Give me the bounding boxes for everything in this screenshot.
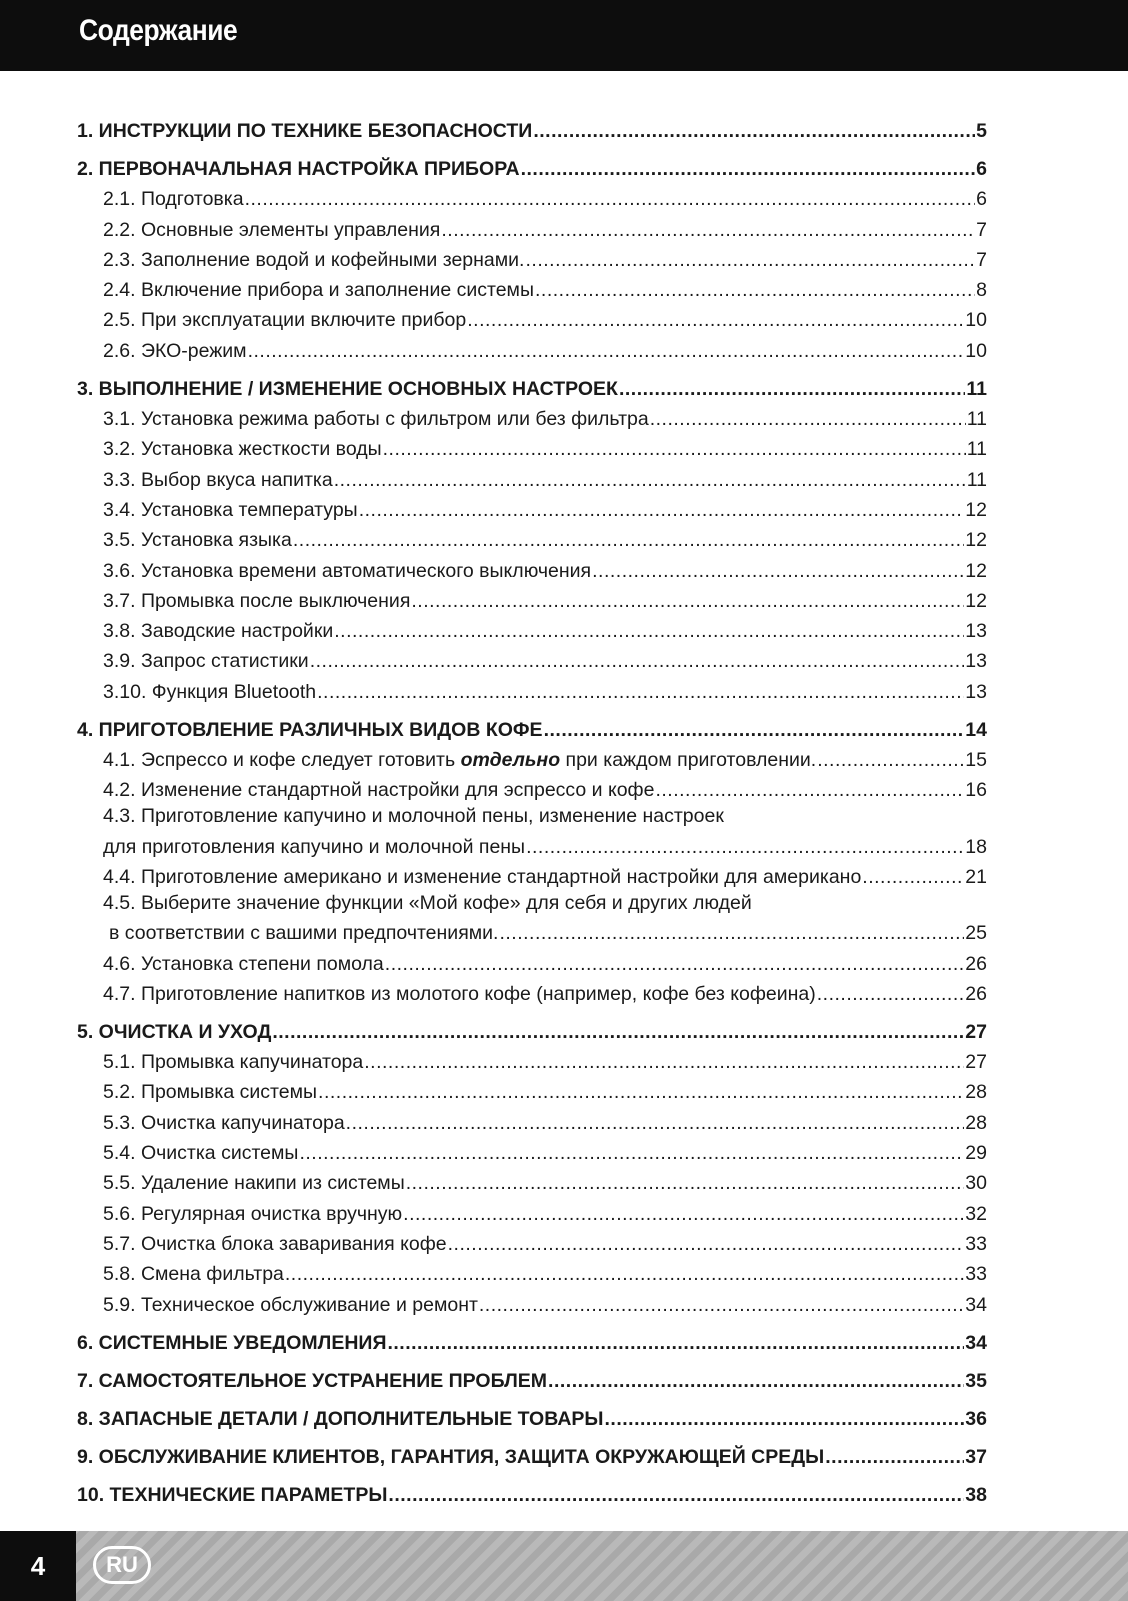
toc-page: 18 — [965, 835, 987, 858]
toc-label: 3.1. Установка режима работы с фильтром или без фильтра — [103, 408, 649, 431]
toc-page: 27 — [965, 1051, 987, 1074]
leader-dots — [299, 1141, 964, 1165]
toc-item-4-5-line2[interactable] — [77, 915, 987, 945]
toc-page: 6 — [976, 188, 987, 211]
page-title: Содержание — [79, 14, 238, 47]
leader-dots — [385, 952, 965, 976]
toc-section-5[interactable] — [77, 1013, 987, 1044]
toc-section-2[interactable] — [77, 150, 987, 181]
leader-dots — [655, 778, 964, 802]
toc-page: 26 — [965, 982, 987, 1005]
leader-dots — [411, 589, 964, 613]
toc-item-4-6[interactable] — [77, 945, 987, 975]
toc-section-4[interactable] — [77, 711, 987, 742]
toc-item-5-7[interactable] — [77, 1226, 987, 1256]
toc-item-4-3-line2[interactable] — [77, 828, 987, 858]
toc-page: 33 — [965, 1232, 987, 1255]
toc-item-3-3[interactable] — [77, 461, 987, 491]
toc-section-6[interactable] — [77, 1324, 987, 1355]
leader-dots — [248, 339, 965, 363]
toc-label: 8. ЗАПАСНЫЕ ДЕТАЛИ / ДОПОЛНИТЕЛЬНЫЕ ТОВАРЫ — [77, 1407, 604, 1430]
leader-dots — [817, 982, 965, 1006]
toc-label: 6. СИСТЕМНЫЕ УВЕДОМЛЕНИЯ — [77, 1331, 387, 1354]
toc-label: 4.3. Приготовление капучино и молочной пены, изменение настроек — [103, 805, 724, 828]
toc-page: 37 — [965, 1445, 987, 1468]
toc-label: 1. ИНСТРУКЦИИ ПО ТЕХНИКЕ БЕЗОПАСНОСТИ — [77, 120, 533, 142]
toc-page: 13 — [965, 650, 987, 673]
leader-dots — [272, 1020, 964, 1044]
toc-item-3-7[interactable] — [77, 583, 987, 613]
toc-label: 5.4. Очистка системы — [103, 1142, 299, 1165]
toc-label: 3.7. Промывка после выключения — [103, 589, 411, 612]
toc-item-4-7[interactable] — [77, 976, 987, 1006]
toc-page: 12 — [965, 498, 987, 521]
toc-page: 30 — [965, 1172, 987, 1195]
toc-label: 3.6. Установка времени автоматического выключения — [103, 559, 592, 582]
toc-label: 5.1. Промывка капучинатора — [103, 1051, 364, 1074]
toc-item-4-1[interactable] — [77, 742, 987, 772]
toc-page: 6 — [976, 158, 987, 180]
toc-label: 2.5. При эксплуатации включите прибор — [103, 309, 467, 332]
leader-dots — [862, 865, 964, 889]
toc-label: 3.5. Установка языка — [103, 529, 292, 552]
page-number: 4 — [0, 1531, 76, 1601]
toc-item-4-5-line1[interactable] — [77, 889, 987, 915]
leader-dots — [526, 835, 964, 859]
leader-dots — [310, 649, 965, 673]
toc-item-5-8[interactable] — [77, 1256, 987, 1286]
leader-dots — [817, 748, 964, 772]
toc-label: 4.4. Приготовление американо и изменение стандартной настройки для американо — [103, 865, 862, 888]
toc-page: 16 — [965, 779, 987, 802]
toc-page: 7 — [976, 248, 987, 271]
toc-item-5-3[interactable] — [77, 1104, 987, 1134]
leader-dots — [441, 218, 975, 242]
toc-label: 5. ОЧИСТКА И УХОД — [77, 1020, 272, 1043]
toc-page: 36 — [965, 1407, 987, 1430]
toc-label: в соответствии с вашими предпочтениями. — [109, 922, 499, 945]
toc-page: 7 — [976, 218, 987, 241]
toc-label: 3.10. Функция Bluetooth — [103, 680, 317, 703]
toc-label-part: при каждом приготовлении. — [560, 749, 817, 772]
toc-label — [103, 748, 816, 772]
toc-page: 28 — [965, 1081, 987, 1104]
toc-label: 3.9. Запрос статистики — [103, 650, 309, 673]
leader-dots — [383, 437, 966, 461]
leader-dots — [317, 680, 964, 704]
leader-dots — [521, 157, 976, 181]
toc-label: 10. ТЕХНИЧЕСКИЕ ПАРАМЕТРЫ — [77, 1483, 388, 1506]
toc-label: для приготовления капучино и молочной пены — [103, 835, 526, 858]
toc-page: 38 — [965, 1483, 987, 1506]
toc-item-3-2[interactable] — [77, 431, 987, 461]
toc-item-5-4[interactable] — [77, 1135, 987, 1165]
toc-label: 5.5. Удаление накипи из системы — [103, 1172, 405, 1195]
toc-item-3-1[interactable] — [77, 401, 987, 431]
toc-label: 4.6. Установка степени помола — [103, 952, 384, 975]
toc-page: 11 — [966, 468, 987, 491]
toc-item-4-4[interactable] — [77, 859, 987, 889]
leader-dots — [334, 468, 966, 492]
toc-label: 5.9. Техническое обслуживание и ремонт — [103, 1293, 478, 1316]
language-badge: RU — [93, 1546, 151, 1584]
leader-dots — [334, 619, 964, 643]
toc-item-5-1[interactable] — [77, 1044, 987, 1074]
leader-dots — [245, 187, 976, 211]
leader-dots — [388, 1483, 964, 1507]
leader-dots — [448, 1232, 965, 1256]
toc-page: 29 — [965, 1142, 987, 1165]
toc-label: 4.7. Приготовление напитков из молотого кофе (например, кофе без кофеина) — [103, 982, 816, 1005]
toc-label: 2.2. Основные элементы управления — [103, 218, 441, 241]
toc-page: 27 — [965, 1020, 987, 1043]
toc-item-3-4[interactable] — [77, 492, 987, 522]
toc-item-5-5[interactable] — [77, 1165, 987, 1195]
leader-dots — [548, 1369, 964, 1393]
leader-dots — [346, 1111, 965, 1135]
toc-section-8[interactable] — [77, 1400, 987, 1431]
toc-label: 2. ПЕРВОНАЧАЛЬНАЯ НАСТРОЙКА ПРИБОРА — [77, 158, 520, 180]
leader-dots — [359, 498, 965, 522]
leader-dots — [525, 248, 975, 272]
toc-section-3[interactable] — [77, 370, 987, 401]
toc-label: 5.7. Очистка блока заваривания кофе — [103, 1232, 447, 1255]
toc-label: 5.2. Промывка системы — [103, 1081, 318, 1104]
leader-dots — [605, 1407, 965, 1431]
leader-dots — [318, 1080, 964, 1104]
toc-page: 11 — [966, 408, 987, 431]
toc-item-3-10[interactable] — [77, 673, 987, 703]
toc-page: 8 — [976, 279, 987, 302]
toc-item-2-2[interactable] — [77, 211, 987, 241]
toc-item-2-3[interactable] — [77, 242, 987, 272]
leader-dots — [293, 528, 964, 552]
toc-label: 4. ПРИГОТОВЛЕНИЕ РАЗЛИЧНЫХ ВИДОВ КОФЕ — [77, 718, 543, 741]
leader-dots — [479, 1293, 964, 1317]
toc-label: 5.6. Регулярная очистка вручную — [103, 1202, 403, 1225]
toc-section-1[interactable] — [77, 112, 987, 143]
leader-dots — [387, 1331, 964, 1355]
toc-label: 7. САМОСТОЯТЕЛЬНОЕ УСТРАНЕНИЕ ПРОБЛЕМ — [77, 1369, 548, 1392]
toc-label: 3.2. Установка жесткости воды — [103, 438, 382, 461]
toc-item-2-4[interactable] — [77, 272, 987, 302]
toc-page: 32 — [965, 1202, 987, 1225]
toc-label: 2.3. Заполнение водой и кофейными зернами. — [103, 248, 525, 271]
toc-section-9[interactable] — [77, 1438, 987, 1469]
toc-label: 3.3. Выбор вкуса напитка — [103, 468, 333, 491]
toc-item-5-2[interactable] — [77, 1074, 987, 1104]
toc-item-5-6[interactable] — [77, 1195, 987, 1225]
toc-page: 11 — [966, 377, 987, 400]
toc-page: 33 — [965, 1263, 987, 1286]
toc-label-part: 4.1. Эспрессо и кофе следует готовить — [103, 749, 461, 772]
toc-page: 34 — [965, 1331, 987, 1354]
toc-item-3-8[interactable] — [77, 613, 987, 643]
toc-page: 21 — [965, 865, 987, 888]
toc-section-10[interactable] — [77, 1476, 987, 1507]
leader-dots — [467, 308, 964, 332]
toc-page: 12 — [965, 529, 987, 552]
leader-dots — [403, 1202, 964, 1226]
toc-label: 3.4. Установка температуры — [103, 498, 358, 521]
toc-page: 13 — [965, 620, 987, 643]
toc-label: 5.8. Смена фильтра — [103, 1263, 284, 1286]
leader-dots — [533, 119, 975, 143]
toc-item-3-9[interactable] — [77, 643, 987, 673]
toc-page: 10 — [965, 309, 987, 332]
toc-page: 35 — [965, 1369, 987, 1392]
page-footer — [0, 1531, 1128, 1601]
toc-section-7[interactable] — [77, 1362, 987, 1393]
toc-label: 4.2. Изменение стандартной настройки для эспрессо и кофе — [103, 779, 655, 802]
toc-page: 15 — [965, 749, 987, 772]
toc-page: 5 — [976, 120, 987, 142]
leader-dots — [619, 377, 965, 401]
toc-page: 14 — [965, 718, 987, 741]
toc-item-4-3-line1[interactable] — [77, 802, 987, 828]
toc-label: 2.1. Подготовка — [103, 188, 244, 211]
toc-item-4-2[interactable] — [77, 772, 987, 802]
toc-page: 26 — [965, 952, 987, 975]
toc-item-2-5[interactable] — [77, 302, 987, 332]
toc-label: 3.8. Заводские настройки — [103, 620, 334, 643]
leader-dots — [592, 559, 964, 583]
emphasis-text: отдельно — [460, 749, 561, 772]
toc-label: 2.6. ЭКО-режим — [103, 339, 247, 362]
toc-page: 10 — [965, 339, 987, 362]
leader-dots — [499, 921, 964, 945]
leader-dots — [406, 1171, 965, 1195]
toc-label: 4.5. Выберите значение функции «Мой кофе» для себя и других людей — [103, 891, 752, 914]
leader-dots — [650, 407, 966, 431]
toc-item-2-6[interactable] — [77, 332, 987, 362]
leader-dots — [364, 1050, 964, 1074]
toc-page: 25 — [965, 922, 987, 945]
toc-page: 12 — [965, 589, 987, 612]
toc-page: 34 — [965, 1293, 987, 1316]
toc-label: 9. ОБСЛУЖИВАНИЕ КЛИЕНТОВ, ГАРАНТИЯ, ЗАЩИТА ОКРУЖАЮЩЕЙ СРЕДЫ — [77, 1445, 825, 1468]
leader-dots — [544, 718, 965, 742]
toc-item-5-9[interactable] — [77, 1286, 987, 1316]
table-of-contents — [77, 112, 987, 1507]
leader-dots — [825, 1445, 964, 1469]
toc-item-3-6[interactable] — [77, 552, 987, 582]
toc-page: 11 — [966, 438, 987, 461]
toc-label: 5.3. Очистка капучинатора — [103, 1111, 345, 1134]
toc-item-2-1[interactable] — [77, 181, 987, 211]
leader-dots — [535, 278, 975, 302]
page-header — [0, 0, 1128, 71]
toc-page: 28 — [965, 1111, 987, 1134]
leader-dots — [285, 1262, 964, 1286]
toc-page: 13 — [965, 680, 987, 703]
toc-label: 2.4. Включение прибора и заполнение системы — [103, 279, 534, 302]
toc-label: 3. ВЫПОЛНЕНИЕ / ИЗМЕНЕНИЕ ОСНОВНЫХ НАСТРОЕК — [77, 377, 618, 400]
toc-item-3-5[interactable] — [77, 522, 987, 552]
toc-page: 12 — [965, 559, 987, 582]
